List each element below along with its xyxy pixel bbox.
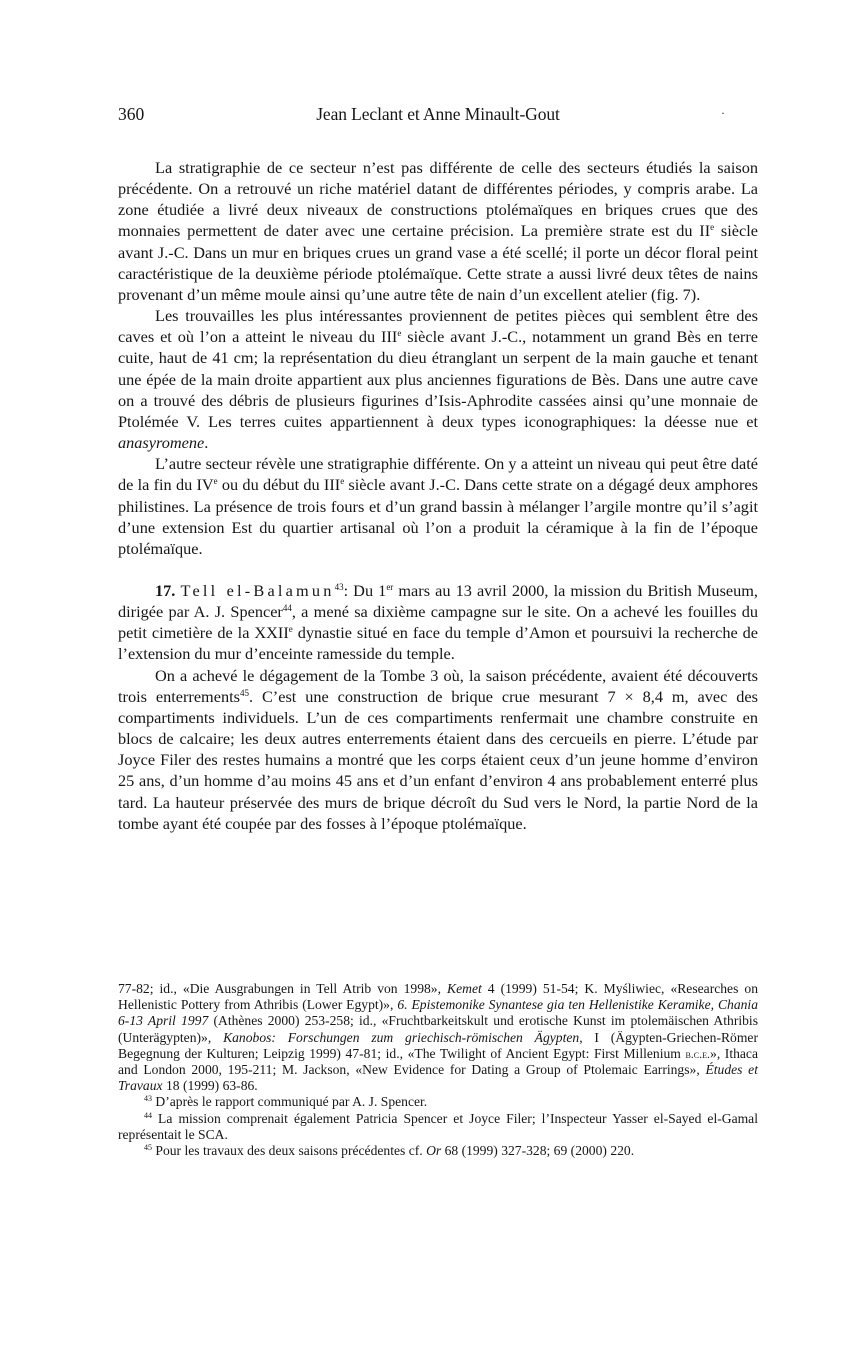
footnote-number: 43 xyxy=(144,1094,152,1104)
text: 18 (1999) 63-86. xyxy=(162,1078,258,1094)
text: siècle avant J.-C. Dans un mur en briques crues un grand vase a été scellé; il porte un décor floral peint caractéristique de la deuxième période ptolémaïque. Cette strate a aussi livré deux têtes de nains provenant d’un même moule ainsi qu’une autre tête de nain d’un excellent atelier (fig. 7). xyxy=(118,221,758,304)
running-title: Jean Leclant et Anne Minault-Gout xyxy=(316,104,560,124)
footnotes xyxy=(118,981,758,1159)
superscript: e xyxy=(397,328,402,339)
italic-title: Kanobos: Forschungen zum griechisch-römischen Ägypten xyxy=(223,1029,580,1045)
italic-title: 6. Epistemonike Synantese gia ten Hellenistike Keramike, Chania 6-13 April 1997 xyxy=(118,997,759,1029)
footnote-ref-44[interactable]: 44 xyxy=(282,603,292,614)
section-17-tell-el-balamun xyxy=(118,580,758,665)
italic-title: Or xyxy=(426,1143,442,1159)
section-number: 17. xyxy=(155,580,176,600)
site-name: Tell el-Balamun xyxy=(180,580,335,600)
text: , I (Ägypten-Griechen-Römer Begegnung der Kulturen; Leipzig 1999) 47-81; id., «The Twilight of Ancient Egypt: First Millenium xyxy=(118,1029,758,1061)
text: (Athènes 2000) 253-258; id., «Fruchtbarkeitskult und erotische Kunst im ptolemäischen Athribis (Unterägypten)», xyxy=(118,1013,758,1045)
page-header xyxy=(118,104,758,128)
small-caps-text: b.c.e. xyxy=(685,1046,711,1061)
footnote-45 xyxy=(118,1143,758,1159)
paragraph-autre-secteur xyxy=(118,453,758,559)
text: , a mené sa dixième campagne sur le site. On a achevé les fouilles du petit cimetière de la XXII xyxy=(118,602,758,643)
text: », Ithaca and London 2000, 195-211; M. Jackson, «New Evidence for Dating a Group of Ptolemaic Earrings», xyxy=(118,1045,759,1078)
main-text xyxy=(118,157,758,834)
text: siècle avant J.-C., notamment un grand Bès en terre cuite, haut de 41 cm; la représentation du dieu étranglant un serpent de la main gauche et tenant une épée de la main droite appartient aux plus anciennes figurations de Bès. Dans une autre cave on a trouvé des débris de plusieurs figurines d’Isis-Aphrodite cassées ainsi qu’une monnaie de Ptolémée V. Les terres cuites appartiennent à deux types iconographiques: la déesse nue et xyxy=(118,327,758,431)
footnote-number: 45 xyxy=(144,1143,152,1153)
text: . xyxy=(204,433,209,453)
paragraph-trouvailles xyxy=(118,305,758,453)
footnote-ref-43[interactable]: 43 xyxy=(334,581,344,592)
stray-mark: · xyxy=(721,106,725,120)
text: Les trouvailles les plus intéressantes proviennent de petites pièces qui semblent être des caves et où l’on a atteint le niveau du III xyxy=(118,306,758,347)
italic-title: Kemet xyxy=(447,981,482,996)
text: L’autre secteur révèle une stratigraphie différente. On y a atteint un niveau qui peut être daté de la fin du IV xyxy=(118,454,758,495)
text: dynastie situé en face du temple d’Amon et poursuivi la recherche de l’extension du mur d’enceinte ramesside du temple. xyxy=(118,623,758,664)
text: ou du début du III xyxy=(217,475,341,495)
superscript: er xyxy=(386,581,394,592)
footnote-ref-45[interactable]: 45 xyxy=(239,687,249,698)
text: D’après le rapport communiqué par A. J. Spencer. xyxy=(152,1094,428,1110)
footnote-43 xyxy=(118,1094,758,1110)
footnote-continuation xyxy=(118,981,758,1094)
text: 68 (1999) 327-328; 69 (2000) 220. xyxy=(441,1143,635,1159)
footnote-44 xyxy=(118,1111,758,1143)
italic-term: anasyromene xyxy=(118,433,205,453)
paragraph-stratigraphy xyxy=(118,157,758,305)
paragraph-tombe-3 xyxy=(118,665,758,834)
text: La stratigraphie de ce secteur n’est pas différente de celle des secteurs étudiés la saison précédente. On a retrouvé un riche matériel datant de différentes périodes, y compris arabe. La zone étudiée a livré deux niveaux de constructions ptolémaïques en briques crues que des monnaies permettent de dater avec une certaine précision. La première strate est du II xyxy=(118,158,758,241)
text: 4 (1999) 51-54; K. Myśliwiec, «Researches on Hellenistic Pottery from Athribis (Lower Egypt)», xyxy=(118,981,758,1013)
text: 77-82; id., «Die Ausgrabungen in Tell Atrib von 1998», xyxy=(118,981,448,996)
text: La mission comprenait également Patricia Spencer et Joyce Filer; l’Inspecteur Yasser el-Sayed el-Gamal représentait le SCA. xyxy=(118,1110,758,1142)
superscript: e xyxy=(288,624,293,635)
italic-title: Études et Travaux xyxy=(118,1062,758,1094)
page-number: 360 xyxy=(118,104,145,124)
text: On a achevé le dégagement de la Tombe 3 où, la saison précédente, avaient été découverts trois enterrements xyxy=(118,665,758,706)
superscript: e xyxy=(710,222,715,233)
text: siècle avant J.-C. Dans cette strate on a dégagé deux amphores philistines. La présence de trois fours et d’un grand bassin à mélanger l’argile montre qu’il s’agit d’une extension Est du quartier artisanal où l’on a produit la céramique à la fin de l’époque ptolémaïque. xyxy=(118,475,758,558)
text: : Du 1 xyxy=(343,580,387,600)
superscript: e xyxy=(213,476,218,487)
text: Pour les travaux des deux saisons précédentes cf. xyxy=(152,1143,427,1159)
superscript: e xyxy=(340,476,345,487)
text: . C’est une construction de brique crue mesurant 7 × 8,4 m, avec des compartiments individuels. L’un de ces compartiments renfermait une chambre construite en blocs de calcaire; les deux autres enterrements étaient dans des cercueils en pierre. L’étude par Joyce Filer des restes humains a montré que les corps étaient ceux d’un jeune homme d’environ 25 ans, d’un homme d’au moins 45 ans et d’un enfant d’environ 4 ans probablement enterré plus tard. La hauteur préservée des murs de brique décroît du Sud vers le Nord, la partie Nord de la tombe ayant été coupée par des fosses à l’époque ptolémaïque. xyxy=(118,686,758,833)
footnote-number: 44 xyxy=(144,1110,152,1120)
text: mars au 13 avril 2000, la mission du British Museum, dirigée par A. J. Spencer xyxy=(118,580,759,622)
